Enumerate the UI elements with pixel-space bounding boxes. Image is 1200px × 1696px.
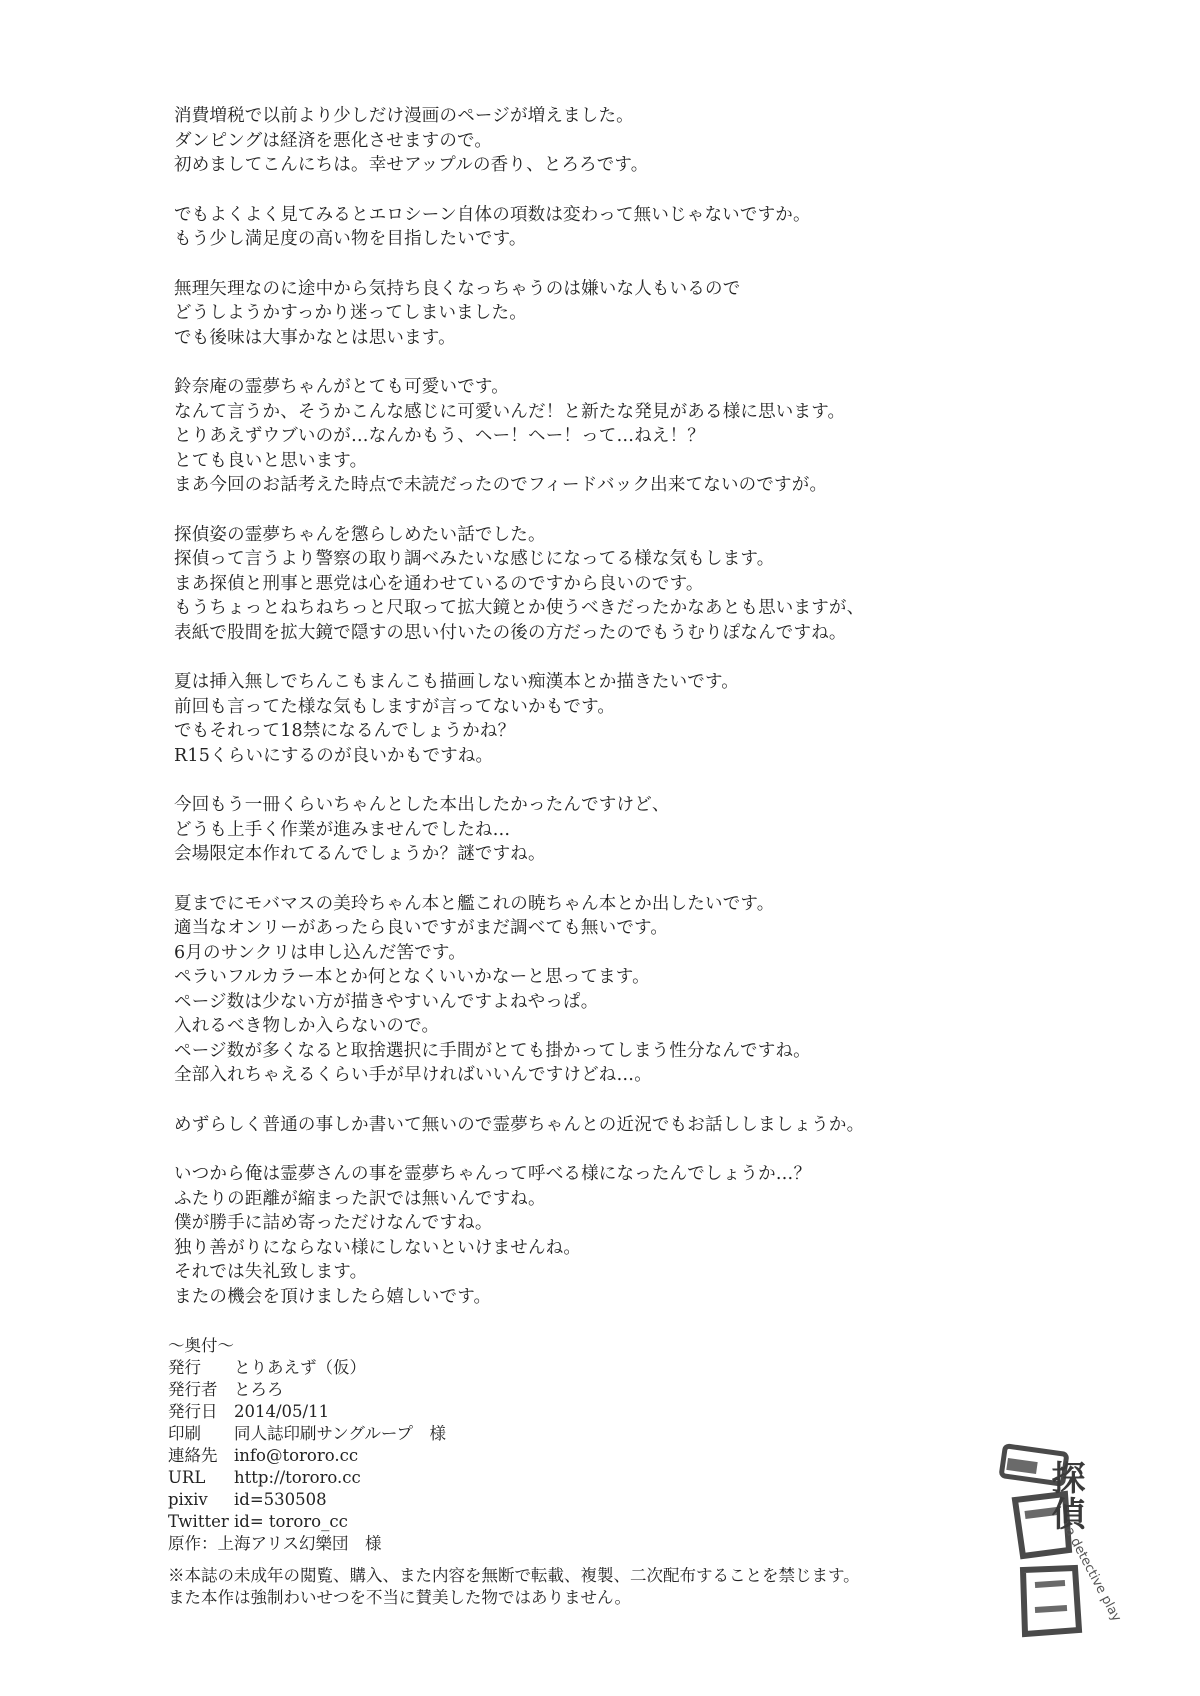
afterword-line: どうも上手く作業が進みませんでしたね… — [174, 819, 511, 840]
afterword-line: 夏は挿入無しでちんこもまんこも描画しない痴漢本とか描きたいです。 — [174, 672, 739, 692]
afterword-line: 表紙で股間を拡大鏡で隠すの思い付いたの後の方だったのでもうむりぽなんですね。 — [174, 622, 847, 643]
afterword-line: 鈴奈庵の霊夢ちゃんがとても可愛いです。 — [174, 377, 509, 397]
afterword-line: いつから俺は霊夢さんの事を霊夢ちゃんって呼べる様になったんでしょうか…？ — [174, 1164, 812, 1184]
afterword-text — [174, 104, 1174, 1334]
afterword-line: 僕が勝手に詰め寄っただけなんですね。 — [174, 1213, 493, 1233]
afterword-line: 初めましてこんにちは。幸せアップルの香り、とろろです。 — [174, 155, 649, 175]
afterword-line: ページ数は少ない方が描きやすいんですよねやっぱ。 — [174, 991, 599, 1012]
afterword-line: 適当なオンリーがあったら良いですがまだ調べても無いです。 — [174, 918, 669, 938]
afterword-line: まあ今回のお話考えた時点で未読だったのでフィードバック出来てないのですが。 — [174, 475, 828, 495]
colophon-row — [168, 1357, 1068, 1379]
afterword-paragraph — [174, 892, 1174, 1088]
colophon-key: pixiv — [168, 1490, 208, 1509]
colophon-row — [168, 1533, 1068, 1555]
colophon-value: とろろ — [234, 1380, 284, 1399]
afterword-line: 6月のサンクリは申し込んだ筈です。 — [174, 942, 466, 963]
title-logo — [595, 1012, 1155, 1650]
afterword-line: 探偵姿の霊夢ちゃんを懲らしめたい話でした。 — [174, 524, 546, 545]
afterword-line: でも後味は大事かなとは思います。 — [174, 327, 456, 348]
afterword-line: 無理矢理なのに途中から気持ち良くなっちゃうのは嫌いな人もいるので — [174, 278, 741, 299]
colophon-key: 連絡先 — [168, 1446, 218, 1465]
afterword-line: ペラいフルカラー本とか何となくいいかなーと思ってます。 — [174, 967, 650, 987]
afterword-line: めずらしく普通の事しか書いて無いので霊夢ちゃんとの近況でもお話ししましょうか。 — [174, 1114, 865, 1135]
colophon-row — [168, 1401, 1068, 1423]
afterword-line: R15くらいにするのが良いかもですね。 — [174, 745, 494, 766]
logo-subtitle: a detective play — [1061, 1524, 1124, 1625]
afterword-line: どうしようかすっかり迷ってしまいました。 — [174, 303, 527, 323]
colophon-title: 〜奥付〜 — [168, 1336, 234, 1355]
afterword-line: 探偵って言うより警察の取り調べみたいな感じになってる様な気もします。 — [174, 549, 775, 569]
colophon-value: 同人誌印刷サングループ 様 — [234, 1424, 447, 1443]
afterword-line: 会場限定本作れてるんでしょうか？謎ですね。 — [174, 844, 546, 864]
colophon — [168, 1335, 1068, 1555]
afterword-line: ページ数が多くなると取捨選択に手間がとても掛かってしまう性分なんですね。 — [174, 1040, 811, 1061]
notice-line: ※本誌の未成年の閲覧、購入、また内容を無断で転載、複製、二次配布することを禁じます。 — [168, 1566, 860, 1585]
afterword-line: もう少し満足度の高い物を目指したいです。 — [174, 229, 527, 249]
colophon-key: 発行者 — [168, 1380, 218, 1399]
afterword-line: なんて言うか、そうかこんな感じに可愛いんだ！と新たな発見がある様に思います。 — [174, 401, 846, 422]
colophon-value: http://tororo.cc — [234, 1468, 361, 1487]
colophon-row — [168, 1511, 1068, 1533]
colophon-row — [168, 1489, 1068, 1511]
afterword-line: 入れるべき物しか入らないので。 — [174, 1016, 440, 1036]
afterword-line: とても良いと思います。 — [174, 450, 368, 471]
afterword-line: とりあえずウブいのが…なんかもう、ヘー！ヘー！って…ねえ！？ — [174, 426, 705, 446]
colophon-key: 発行日 — [168, 1402, 218, 1421]
afterword-line: 全部入れちゃえるくらい手が早ければいいんですけどね…。 — [174, 1065, 652, 1085]
colophon-key: 発行 — [168, 1358, 201, 1377]
afterword-line: 今回もう一冊くらいちゃんとした本出したかったんですけど、 — [174, 795, 670, 815]
colophon-value: id=530508 — [234, 1490, 327, 1509]
afterword-paragraph — [174, 104, 1174, 178]
afterword-paragraph — [174, 1162, 1174, 1309]
colophon-value: 原作：上海アリス幻樂団 様 — [168, 1534, 382, 1553]
afterword-paragraph — [174, 203, 1174, 252]
logo-kanji: 探偵 — [1045, 1460, 1085, 1532]
notice-line: また本作は強制わいせつを不当に賛美した物ではありません。 — [168, 1588, 631, 1607]
afterword-line: ダンピングは経済を悪化させますので。 — [174, 130, 493, 151]
afterword-line: 前回も言ってた様な気もしますが言ってないかもです。 — [174, 696, 616, 717]
afterword-line: でもそれって18禁になるんでしょうかね？ — [174, 721, 516, 741]
afterword-paragraph — [174, 670, 1174, 768]
colophon-row — [168, 1467, 1068, 1489]
colophon-key: 印刷 — [168, 1424, 201, 1443]
afterword-paragraph — [174, 523, 1174, 646]
colophon-rows — [168, 1357, 1068, 1555]
colophon-row — [168, 1379, 1068, 1401]
colophon-row — [168, 1445, 1068, 1467]
afterword-line: もうちょっとねちねちっと尺取って拡大鏡とか使うべきだったかなあとも思いますが、 — [174, 598, 865, 618]
afterword-paragraph — [174, 277, 1174, 351]
afterword-line: 夏までにモバマスの美玲ちゃん本と艦これの暁ちゃん本とか出したいです。 — [174, 893, 775, 914]
colophon-row — [168, 1423, 1068, 1445]
afterword-line: ふたりの距離が縮まった訳では無いんですね。 — [174, 1188, 546, 1209]
colophon-value: info@tororo.cc — [234, 1446, 359, 1465]
afterword-paragraph — [174, 375, 1174, 498]
colophon-value: とりあえず（仮） — [234, 1358, 366, 1377]
afterword-paragraph — [174, 1113, 1174, 1138]
logo-kana: ごっこ — [595, 1012, 625, 1023]
legal-notice — [168, 1565, 968, 1609]
colophon-key: URL — [168, 1468, 206, 1487]
afterword-line: それでは失礼致します。 — [174, 1262, 368, 1282]
afterword-line: まあ探偵と刑事と悪党は心を通わせているのですから良いのです。 — [174, 573, 704, 594]
afterword-line: またの機会を頂けましたら嬉しいです。 — [174, 1286, 492, 1307]
afterword-paragraph — [174, 793, 1174, 867]
afterword-line: 消費増税で以前より少しだけ漫画のページが増えました。 — [174, 106, 634, 126]
colophon-value: 2014/05/11 — [234, 1402, 330, 1421]
afterword-line: でもよくよく見てみるとエロシーン自体の項数は変わって無いじゃないですか。 — [174, 204, 811, 225]
colophon-value: Twitter id= tororo_cc — [168, 1512, 348, 1531]
afterword-line: 独り善がりにならない様にしないといけませんね。 — [174, 1237, 582, 1258]
